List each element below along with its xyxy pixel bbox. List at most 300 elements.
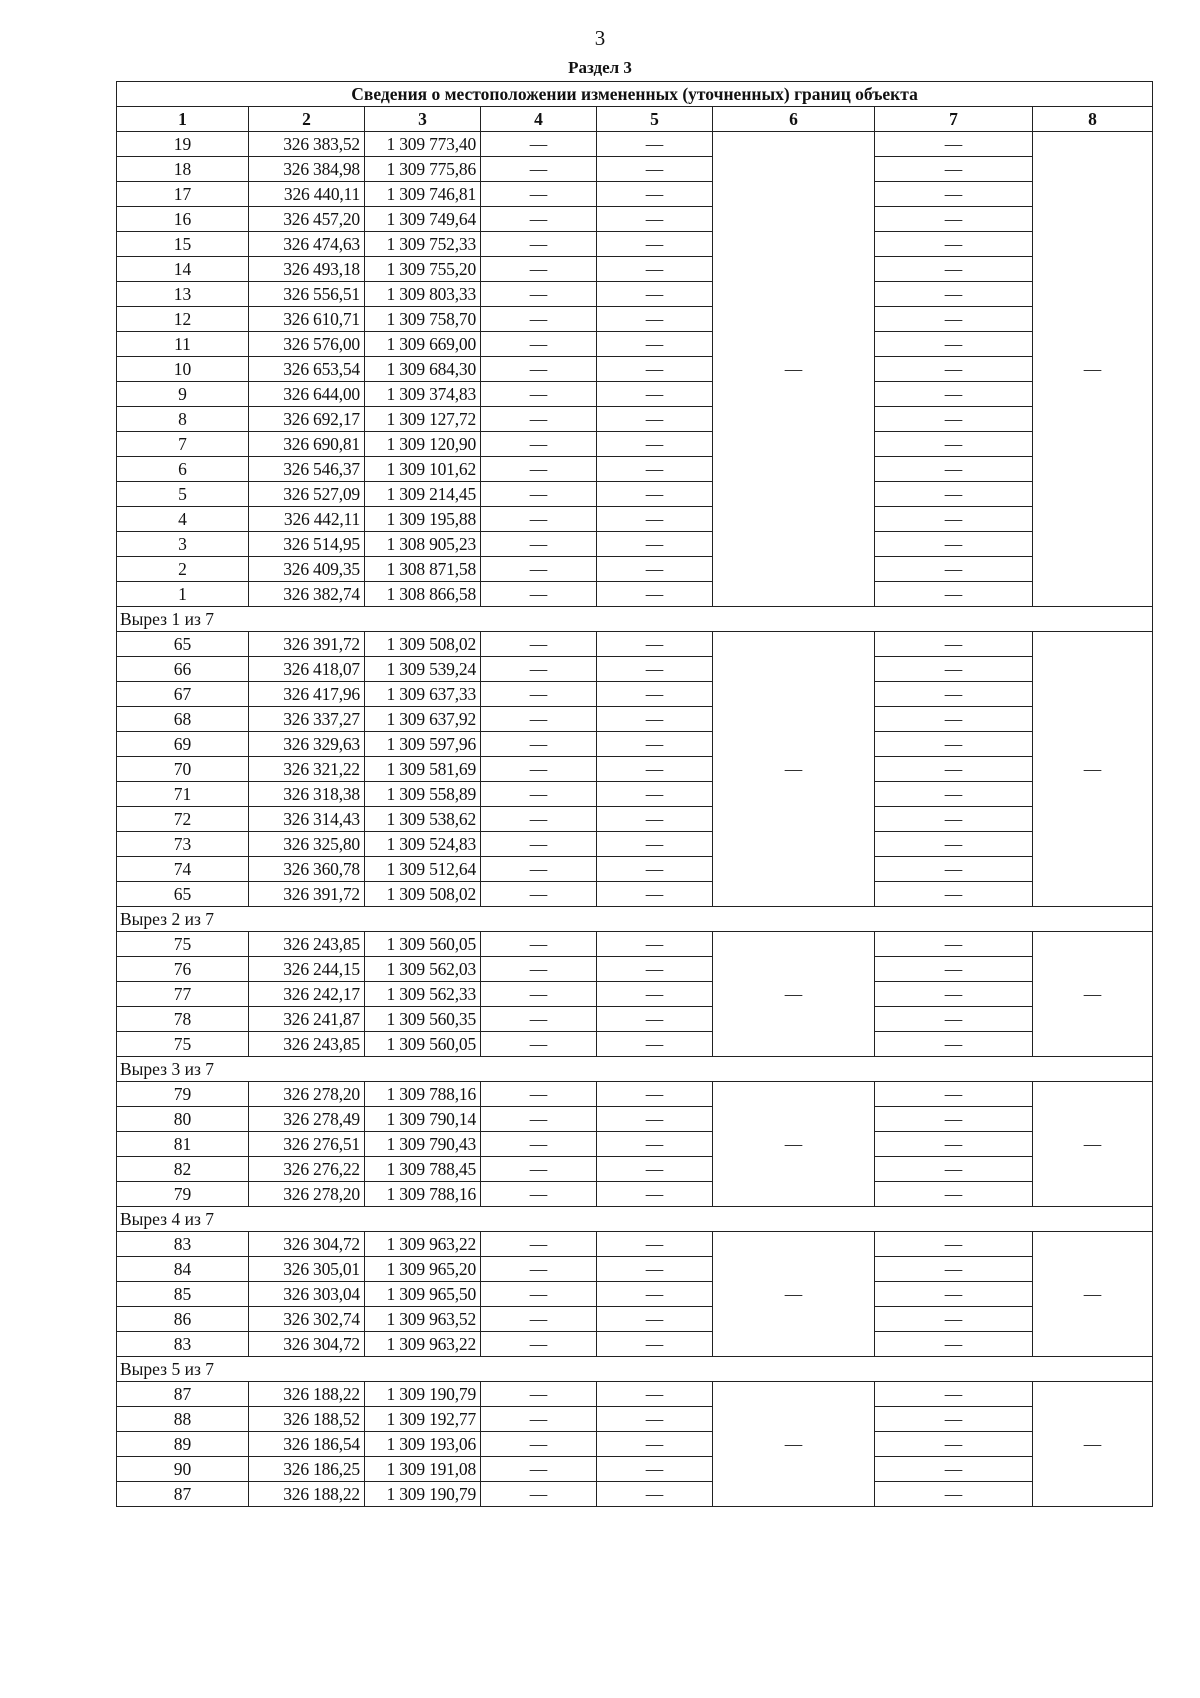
x-coordinate-cell: 326 391,72 [249, 632, 365, 657]
col7-dash-cell: — [875, 632, 1033, 657]
point-number-cell: 67 [117, 682, 249, 707]
x-coordinate-cell: 326 243,85 [249, 1032, 365, 1057]
x-coordinate-cell: 326 321,22 [249, 757, 365, 782]
x-coordinate-cell: 326 188,52 [249, 1407, 365, 1432]
col5-dash-cell: — [597, 682, 713, 707]
section-row [117, 1057, 1153, 1082]
point-number-cell: 18 [117, 157, 249, 182]
col4-dash-cell: — [481, 757, 597, 782]
col7-dash-cell: — [875, 732, 1033, 757]
x-coordinate-cell: 326 244,15 [249, 957, 365, 982]
col5-dash-cell: — [597, 707, 713, 732]
table-row [117, 882, 1153, 907]
col7-dash-cell: — [875, 807, 1033, 832]
col6-merged-dash-cell: — [713, 1082, 875, 1207]
y-coordinate-cell: 1 309 562,33 [365, 982, 481, 1007]
col4-dash-cell: — [481, 357, 597, 382]
col7-dash-cell: — [875, 382, 1033, 407]
table-row [117, 1457, 1153, 1482]
point-number-cell: 16 [117, 207, 249, 232]
col5-dash-cell: — [597, 332, 713, 357]
col7-dash-cell: — [875, 307, 1033, 332]
x-coordinate-cell: 326 440,11 [249, 182, 365, 207]
x-coordinate-cell: 326 314,43 [249, 807, 365, 832]
col5-dash-cell: — [597, 1007, 713, 1032]
y-coordinate-cell: 1 309 508,02 [365, 632, 481, 657]
col7-dash-cell: — [875, 957, 1033, 982]
table-row [117, 1132, 1153, 1157]
x-coordinate-cell: 326 690,81 [249, 432, 365, 457]
point-number-cell: 80 [117, 1107, 249, 1132]
page-number: 3 [594, 26, 606, 50]
col4-dash-cell: — [481, 1332, 597, 1357]
column-header: 2 [249, 107, 365, 132]
y-coordinate-cell: 1 309 803,33 [365, 282, 481, 307]
col4-dash-cell: — [481, 1307, 597, 1332]
col7-dash-cell: — [875, 882, 1033, 907]
col4-dash-cell: — [481, 1107, 597, 1132]
table-row [117, 1407, 1153, 1432]
col4-dash-cell: — [481, 1007, 597, 1032]
col7-dash-cell: — [875, 1282, 1033, 1307]
point-number-cell: 11 [117, 332, 249, 357]
table-row [117, 1332, 1153, 1357]
x-coordinate-cell: 326 653,54 [249, 357, 365, 382]
col7-dash-cell: — [875, 1082, 1033, 1107]
point-number-cell: 83 [117, 1332, 249, 1357]
x-coordinate-cell: 326 514,95 [249, 532, 365, 557]
col5-dash-cell: — [597, 882, 713, 907]
y-coordinate-cell: 1 309 773,40 [365, 132, 481, 157]
col5-dash-cell: — [597, 857, 713, 882]
x-coordinate-cell: 326 383,52 [249, 132, 365, 157]
table-row [117, 1382, 1153, 1407]
col5-dash-cell: — [597, 507, 713, 532]
x-coordinate-cell: 326 278,20 [249, 1082, 365, 1107]
col4-dash-cell: — [481, 307, 597, 332]
col5-dash-cell: — [597, 957, 713, 982]
col4-dash-cell: — [481, 632, 597, 657]
y-coordinate-cell: 1 309 195,88 [365, 507, 481, 532]
x-coordinate-cell: 326 303,04 [249, 1282, 365, 1307]
y-coordinate-cell: 1 309 190,79 [365, 1382, 481, 1407]
col7-dash-cell: — [875, 332, 1033, 357]
col7-dash-cell: — [875, 1432, 1033, 1457]
col4-dash-cell: — [481, 682, 597, 707]
point-number-cell: 86 [117, 1307, 249, 1332]
col4-dash-cell: — [481, 657, 597, 682]
y-coordinate-cell: 1 309 127,72 [365, 407, 481, 432]
column-header: 3 [365, 107, 481, 132]
col5-dash-cell: — [597, 807, 713, 832]
col5-dash-cell: — [597, 1107, 713, 1132]
x-coordinate-cell: 326 576,00 [249, 332, 365, 357]
col5-dash-cell: — [597, 1082, 713, 1107]
col8-merged-dash-cell: — [1033, 932, 1153, 1057]
point-number-cell: 87 [117, 1482, 249, 1507]
y-coordinate-cell: 1 309 214,45 [365, 482, 481, 507]
x-coordinate-cell: 326 556,51 [249, 282, 365, 307]
x-coordinate-cell: 326 360,78 [249, 857, 365, 882]
x-coordinate-cell: 326 304,72 [249, 1232, 365, 1257]
col4-dash-cell: — [481, 732, 597, 757]
x-coordinate-cell: 326 527,09 [249, 482, 365, 507]
col7-dash-cell: — [875, 207, 1033, 232]
point-number-cell: 65 [117, 882, 249, 907]
y-coordinate-cell: 1 309 755,20 [365, 257, 481, 282]
point-number-cell: 90 [117, 1457, 249, 1482]
x-coordinate-cell: 326 188,22 [249, 1382, 365, 1407]
table-row [117, 257, 1153, 282]
col4-dash-cell: — [481, 982, 597, 1007]
col5-dash-cell: — [597, 432, 713, 457]
table-row [117, 482, 1153, 507]
point-number-cell: 72 [117, 807, 249, 832]
x-coordinate-cell: 326 442,11 [249, 507, 365, 532]
y-coordinate-cell: 1 309 788,45 [365, 1157, 481, 1182]
col7-dash-cell: — [875, 657, 1033, 682]
table-row [117, 707, 1153, 732]
table-row [117, 1282, 1153, 1307]
x-coordinate-cell: 326 337,27 [249, 707, 365, 732]
col7-dash-cell: — [875, 482, 1033, 507]
x-coordinate-cell: 326 188,22 [249, 1482, 365, 1507]
y-coordinate-cell: 1 309 538,62 [365, 807, 481, 832]
x-coordinate-cell: 326 384,98 [249, 157, 365, 182]
table-row [117, 1482, 1153, 1507]
col7-dash-cell: — [875, 432, 1033, 457]
y-coordinate-cell: 1 308 871,58 [365, 557, 481, 582]
point-number-cell: 8 [117, 407, 249, 432]
point-number-cell: 74 [117, 857, 249, 882]
table-row [117, 232, 1153, 257]
point-number-cell: 7 [117, 432, 249, 457]
point-number-cell: 68 [117, 707, 249, 732]
col7-dash-cell: — [875, 1157, 1033, 1182]
y-coordinate-cell: 1 309 562,03 [365, 957, 481, 982]
y-coordinate-cell: 1 309 193,06 [365, 1432, 481, 1457]
column-header: 1 [117, 107, 249, 132]
y-coordinate-cell: 1 309 190,79 [365, 1482, 481, 1507]
y-coordinate-cell: 1 309 788,16 [365, 1082, 481, 1107]
y-coordinate-cell: 1 309 120,90 [365, 432, 481, 457]
col5-dash-cell: — [597, 207, 713, 232]
col5-dash-cell: — [597, 632, 713, 657]
col4-dash-cell: — [481, 1082, 597, 1107]
table-row [117, 1182, 1153, 1207]
point-number-cell: 13 [117, 282, 249, 307]
col5-dash-cell: — [597, 282, 713, 307]
point-number-cell: 10 [117, 357, 249, 382]
col5-dash-cell: — [597, 1282, 713, 1307]
col4-dash-cell: — [481, 1382, 597, 1407]
y-coordinate-cell: 1 309 560,35 [365, 1007, 481, 1032]
section-row [117, 607, 1153, 632]
col7-dash-cell: — [875, 1007, 1033, 1032]
x-coordinate-cell: 326 276,51 [249, 1132, 365, 1157]
table-caption: Сведения о местоположении измененных (уточненных) границ объекта [117, 82, 1153, 107]
col4-dash-cell: — [481, 132, 597, 157]
table-row [117, 532, 1153, 557]
col4-dash-cell: — [481, 807, 597, 832]
col4-dash-cell: — [481, 557, 597, 582]
table-row [117, 182, 1153, 207]
col4-dash-cell: — [481, 582, 597, 607]
col7-dash-cell: — [875, 857, 1033, 882]
x-coordinate-cell: 326 186,25 [249, 1457, 365, 1482]
col7-dash-cell: — [875, 757, 1033, 782]
col7-dash-cell: — [875, 982, 1033, 1007]
point-number-cell: 75 [117, 1032, 249, 1057]
table-row [117, 382, 1153, 407]
col6-merged-dash-cell: — [713, 932, 875, 1057]
col8-merged-dash-cell: — [1033, 632, 1153, 907]
col5-dash-cell: — [597, 232, 713, 257]
y-coordinate-cell: 1 309 963,22 [365, 1232, 481, 1257]
table-row [117, 457, 1153, 482]
col7-dash-cell: — [875, 232, 1033, 257]
x-coordinate-cell: 326 457,20 [249, 207, 365, 232]
table-row [117, 332, 1153, 357]
table-row [117, 857, 1153, 882]
point-number-cell: 14 [117, 257, 249, 282]
y-coordinate-cell: 1 309 637,33 [365, 682, 481, 707]
col4-dash-cell: — [481, 1482, 597, 1507]
table-row [117, 782, 1153, 807]
y-coordinate-cell: 1 309 597,96 [365, 732, 481, 757]
point-number-cell: 66 [117, 657, 249, 682]
table-row [117, 132, 1153, 157]
col5-dash-cell: — [597, 257, 713, 282]
table-row [117, 282, 1153, 307]
col4-dash-cell: — [481, 882, 597, 907]
col5-dash-cell: — [597, 182, 713, 207]
col7-dash-cell: — [875, 1257, 1033, 1282]
col7-dash-cell: — [875, 832, 1033, 857]
y-coordinate-cell: 1 309 963,22 [365, 1332, 481, 1357]
y-coordinate-cell: 1 309 508,02 [365, 882, 481, 907]
point-number-cell: 73 [117, 832, 249, 857]
y-coordinate-cell: 1 309 374,83 [365, 382, 481, 407]
col4-dash-cell: — [481, 332, 597, 357]
x-coordinate-cell: 326 474,63 [249, 232, 365, 257]
col4-dash-cell: — [481, 207, 597, 232]
col4-dash-cell: — [481, 1407, 597, 1432]
y-coordinate-cell: 1 309 191,08 [365, 1457, 481, 1482]
x-coordinate-cell: 326 325,80 [249, 832, 365, 857]
col5-dash-cell: — [597, 782, 713, 807]
col8-merged-dash-cell: — [1033, 1382, 1153, 1507]
table-row [117, 957, 1153, 982]
x-coordinate-cell: 326 546,37 [249, 457, 365, 482]
col7-dash-cell: — [875, 407, 1033, 432]
x-coordinate-cell: 326 242,17 [249, 982, 365, 1007]
col7-dash-cell: — [875, 1182, 1033, 1207]
col6-merged-dash-cell: — [713, 632, 875, 907]
x-coordinate-cell: 326 276,22 [249, 1157, 365, 1182]
x-coordinate-cell: 326 302,74 [249, 1307, 365, 1332]
point-number-cell: 6 [117, 457, 249, 482]
col7-dash-cell: — [875, 457, 1033, 482]
table-row [117, 1157, 1153, 1182]
table-row [117, 157, 1153, 182]
col7-dash-cell: — [875, 557, 1033, 582]
table-row [117, 1107, 1153, 1132]
col4-dash-cell: — [481, 782, 597, 807]
col6-merged-dash-cell: — [713, 1232, 875, 1357]
x-coordinate-cell: 326 329,63 [249, 732, 365, 757]
col7-dash-cell: — [875, 182, 1033, 207]
col5-dash-cell: — [597, 1132, 713, 1157]
table-row [117, 432, 1153, 457]
col4-dash-cell: — [481, 232, 597, 257]
point-number-cell: 88 [117, 1407, 249, 1432]
table-row [117, 1007, 1153, 1032]
section-label: Вырез 2 из 7 [117, 907, 1153, 932]
col5-dash-cell: — [597, 1032, 713, 1057]
table-row [117, 582, 1153, 607]
column-header: 6 [713, 107, 875, 132]
section-title: Раздел 3 [568, 58, 632, 77]
point-number-cell: 75 [117, 932, 249, 957]
col7-dash-cell: — [875, 1307, 1033, 1332]
col4-dash-cell: — [481, 157, 597, 182]
y-coordinate-cell: 1 309 512,64 [365, 857, 481, 882]
y-coordinate-cell: 1 309 192,77 [365, 1407, 481, 1432]
table-row [117, 557, 1153, 582]
x-coordinate-cell: 326 305,01 [249, 1257, 365, 1282]
col5-dash-cell: — [597, 757, 713, 782]
x-coordinate-cell: 326 417,96 [249, 682, 365, 707]
column-header: 8 [1033, 107, 1153, 132]
point-number-cell: 3 [117, 532, 249, 557]
col7-dash-cell: — [875, 357, 1033, 382]
boundary-coordinates-table [116, 81, 1153, 1507]
y-coordinate-cell: 1 309 746,81 [365, 182, 481, 207]
point-number-cell: 5 [117, 482, 249, 507]
point-number-cell: 81 [117, 1132, 249, 1157]
col8-merged-dash-cell: — [1033, 1232, 1153, 1357]
y-coordinate-cell: 1 309 539,24 [365, 657, 481, 682]
col7-dash-cell: — [875, 1132, 1033, 1157]
col4-dash-cell: — [481, 957, 597, 982]
table-row [117, 407, 1153, 432]
x-coordinate-cell: 326 610,71 [249, 307, 365, 332]
table-row [117, 632, 1153, 657]
col4-dash-cell: — [481, 507, 597, 532]
x-coordinate-cell: 326 186,54 [249, 1432, 365, 1457]
y-coordinate-cell: 1 309 684,30 [365, 357, 481, 382]
point-number-cell: 2 [117, 557, 249, 582]
section-label: Вырез 5 из 7 [117, 1357, 1153, 1382]
point-number-cell: 17 [117, 182, 249, 207]
section-label: Вырез 1 из 7 [117, 607, 1153, 632]
point-number-cell: 71 [117, 782, 249, 807]
table-row [117, 757, 1153, 782]
point-number-cell: 82 [117, 1157, 249, 1182]
table-row [117, 682, 1153, 707]
col4-dash-cell: — [481, 1457, 597, 1482]
col4-dash-cell: — [481, 832, 597, 857]
y-coordinate-cell: 1 309 560,05 [365, 932, 481, 957]
col5-dash-cell: — [597, 157, 713, 182]
col4-dash-cell: — [481, 1032, 597, 1057]
point-number-cell: 89 [117, 1432, 249, 1457]
y-coordinate-cell: 1 309 752,33 [365, 232, 481, 257]
col5-dash-cell: — [597, 307, 713, 332]
col5-dash-cell: — [597, 132, 713, 157]
col5-dash-cell: — [597, 407, 713, 432]
x-coordinate-cell: 326 418,07 [249, 657, 365, 682]
col4-dash-cell: — [481, 382, 597, 407]
point-number-cell: 4 [117, 507, 249, 532]
point-number-cell: 77 [117, 982, 249, 1007]
y-coordinate-cell: 1 309 788,16 [365, 1182, 481, 1207]
x-coordinate-cell: 326 278,20 [249, 1182, 365, 1207]
col7-dash-cell: — [875, 782, 1033, 807]
y-coordinate-cell: 1 308 866,58 [365, 582, 481, 607]
col4-dash-cell: — [481, 432, 597, 457]
y-coordinate-cell: 1 309 749,64 [365, 207, 481, 232]
y-coordinate-cell: 1 309 558,89 [365, 782, 481, 807]
point-number-cell: 85 [117, 1282, 249, 1307]
x-coordinate-cell: 326 493,18 [249, 257, 365, 282]
col4-dash-cell: — [481, 932, 597, 957]
col5-dash-cell: — [597, 1232, 713, 1257]
section-label: Вырез 3 из 7 [117, 1057, 1153, 1082]
col4-dash-cell: — [481, 282, 597, 307]
col5-dash-cell: — [597, 1332, 713, 1357]
y-coordinate-cell: 1 309 963,52 [365, 1307, 481, 1332]
y-coordinate-cell: 1 308 905,23 [365, 532, 481, 557]
x-coordinate-cell: 326 304,72 [249, 1332, 365, 1357]
col5-dash-cell: — [597, 1482, 713, 1507]
col5-dash-cell: — [597, 532, 713, 557]
column-header: 5 [597, 107, 713, 132]
col5-dash-cell: — [597, 557, 713, 582]
point-number-cell: 79 [117, 1082, 249, 1107]
point-number-cell: 12 [117, 307, 249, 332]
col4-dash-cell: — [481, 1257, 597, 1282]
col7-dash-cell: — [875, 157, 1033, 182]
col7-dash-cell: — [875, 707, 1033, 732]
x-coordinate-cell: 326 692,17 [249, 407, 365, 432]
col7-dash-cell: — [875, 282, 1033, 307]
col5-dash-cell: — [597, 1257, 713, 1282]
y-coordinate-cell: 1 309 581,69 [365, 757, 481, 782]
col5-dash-cell: — [597, 1457, 713, 1482]
col7-dash-cell: — [875, 582, 1033, 607]
col4-dash-cell: — [481, 482, 597, 507]
table-row [117, 1032, 1153, 1057]
y-coordinate-cell: 1 309 524,83 [365, 832, 481, 857]
table-row [117, 507, 1153, 532]
section-row [117, 1357, 1153, 1382]
y-coordinate-cell: 1 309 965,20 [365, 1257, 481, 1282]
col5-dash-cell: — [597, 1157, 713, 1182]
y-coordinate-cell: 1 309 965,50 [365, 1282, 481, 1307]
y-coordinate-cell: 1 309 790,14 [365, 1107, 481, 1132]
x-coordinate-cell: 326 409,35 [249, 557, 365, 582]
col8-merged-dash-cell: — [1033, 132, 1153, 607]
table-row [117, 357, 1153, 382]
y-coordinate-cell: 1 309 775,86 [365, 157, 481, 182]
table-row [117, 807, 1153, 832]
point-number-cell: 83 [117, 1232, 249, 1257]
table-row [117, 1257, 1153, 1282]
col7-dash-cell: — [875, 132, 1033, 157]
x-coordinate-cell: 326 241,87 [249, 1007, 365, 1032]
